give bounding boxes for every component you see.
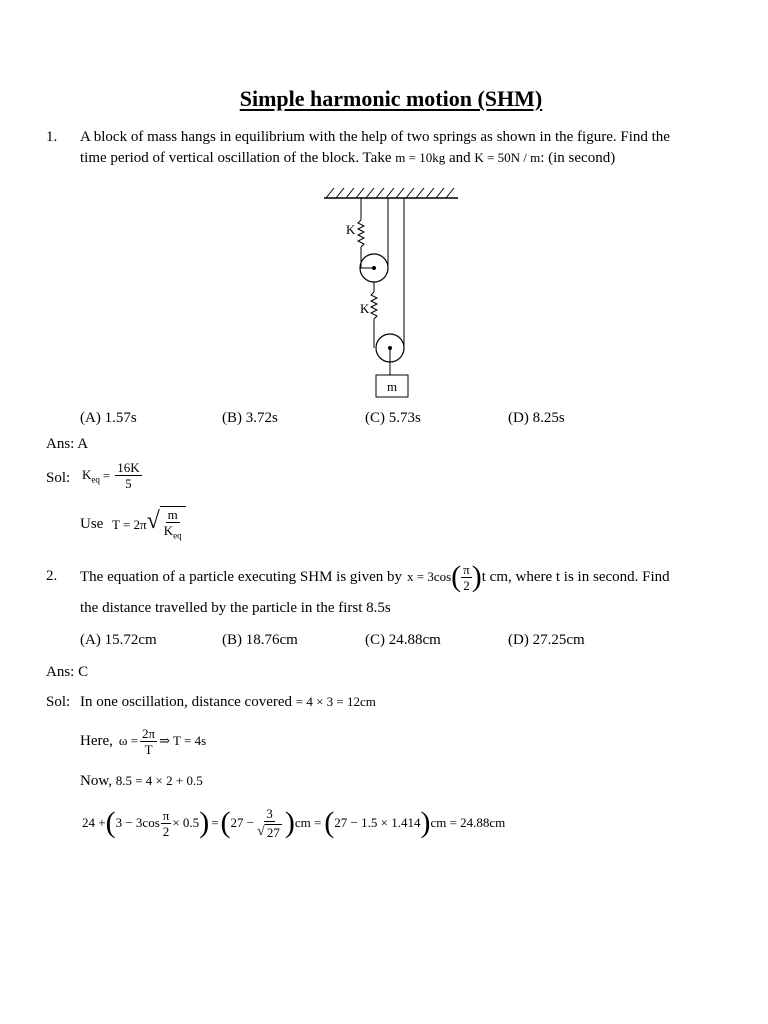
q1-text-line1: A block of mass hangs in equilibrium with the help of two springs as shown in the figure. Find the <box>80 129 670 145</box>
block-label: m <box>386 379 398 394</box>
spring-label-lower: K <box>360 301 370 316</box>
q1-and: and <box>448 150 471 166</box>
lower-spring <box>371 282 377 332</box>
page-title: Simple harmonic motion (SHM) <box>239 86 543 111</box>
q1-text-line2 <box>80 150 615 167</box>
ceiling <box>324 188 458 198</box>
q2-text-line2: the distance travelled by the particle in the first 8.5s <box>80 600 391 616</box>
q2-here-line <box>80 724 206 758</box>
final-three-over-sqrt27: 3 √ 27 <box>257 806 280 840</box>
q2-sol-line1 <box>80 694 376 711</box>
final-part-e: 27 − <box>230 815 255 830</box>
q2-line1-rest: t cm, where t is in second. Find <box>481 568 670 585</box>
final-part-f: cm = <box>294 815 322 830</box>
q2-sol-label: Sol: <box>46 694 71 710</box>
here-label: Here, <box>80 732 113 749</box>
now-math: 8.5 = 4 × 2 + 0.5 <box>115 773 203 788</box>
keq-symbol: $K_{eq}$ <box>82 466 100 485</box>
q2-pi-over-2: $\frac{\pi}{2}$ <box>463 561 470 593</box>
q1-option-b: (B) 3.72s <box>222 410 278 426</box>
q2-sol-line1-text: In one oscillation, distance covered <box>80 694 293 710</box>
q1-k-value: K = 50N / m <box>474 150 541 165</box>
q2-equation-lhs: x = 3cos <box>407 569 452 584</box>
q2-option-a: (A) 15.72cm <box>80 632 157 648</box>
q1-use-label: Use <box>80 516 104 532</box>
final-part-b: 3 − 3cos <box>115 815 160 830</box>
now-label: Now, <box>80 773 112 789</box>
spring-pulley-figure <box>318 182 468 402</box>
q1-answer: Ans: A <box>46 436 89 452</box>
q2-text-line1: The equation of a particle executing SHM is given by x = 3cos ( $\frac{\pi}{2}$ ) t cm, where t is in second. Find <box>80 560 670 593</box>
final-part-a: 24 + <box>82 815 106 830</box>
omega-lhs: ω = <box>118 733 139 748</box>
q2-option-c: (C) 24.88cm <box>365 632 441 648</box>
spring-label-upper: K <box>346 222 356 237</box>
period-lhs: T = 2π <box>112 516 147 532</box>
q1-mass-value: m = 10kg <box>395 150 446 165</box>
final-equals: = <box>211 815 219 830</box>
q1-sol-label: Sol: <box>46 470 71 486</box>
period-sqrt: √ $\frac{m}{K_{eq}}$ <box>147 506 186 544</box>
omega-rhs: ⇒ T = 4s <box>159 733 207 748</box>
q2-final-computation: 24 + ( 3 − 3cos $\frac{\pi}{2}$ × 0.5 ) = ( 27 − 3 √ 27 ) cm = ( 27 − 1.5 × 1.414 ) cm = 24.88cm <box>82 806 506 840</box>
q2-option-b: (B) 18.76cm <box>222 632 298 648</box>
final-part-c: × 0.5 <box>172 815 200 830</box>
final-pi-over-2: $\frac{\pi}{2}$ <box>162 807 170 839</box>
lower-pulley <box>374 332 404 362</box>
q1-keq-formula: $K_{eq}$ = $\frac{16K}{5}$ <box>82 460 140 491</box>
upper-pulley <box>360 254 388 282</box>
omega-fraction: $\frac{2\pi}{T}$ <box>142 725 156 757</box>
q1-number: 1. <box>46 129 58 145</box>
q1-option-a: (A) 1.57s <box>80 410 137 426</box>
keq-fraction: $\frac{16K}{5}$ <box>117 460 140 491</box>
q1-text-line2-start: time period of vertical oscillation of the block. Take <box>80 150 392 166</box>
q2-number: 2. <box>46 568 58 584</box>
q1-option-d: (D) 8.25s <box>508 410 565 426</box>
upper-spring <box>358 198 364 268</box>
q2-line1-text: The equation of a particle executing SHM is given by <box>80 568 402 585</box>
q2-answer: Ans: C <box>46 664 89 680</box>
q2-now-line <box>80 773 203 790</box>
q2-option-d: (D) 27.25cm <box>508 632 585 648</box>
final-part-g: 27 − 1.5 × 1.414 <box>334 815 421 830</box>
q1-text-line2-end: : (in second) <box>540 150 616 166</box>
q1-period-formula <box>112 506 186 544</box>
q2-sol-line1-math: = 4 × 3 = 12cm <box>295 694 376 709</box>
final-result: cm = 24.88cm <box>430 815 506 830</box>
q1-option-c: (C) 5.73s <box>365 410 421 426</box>
